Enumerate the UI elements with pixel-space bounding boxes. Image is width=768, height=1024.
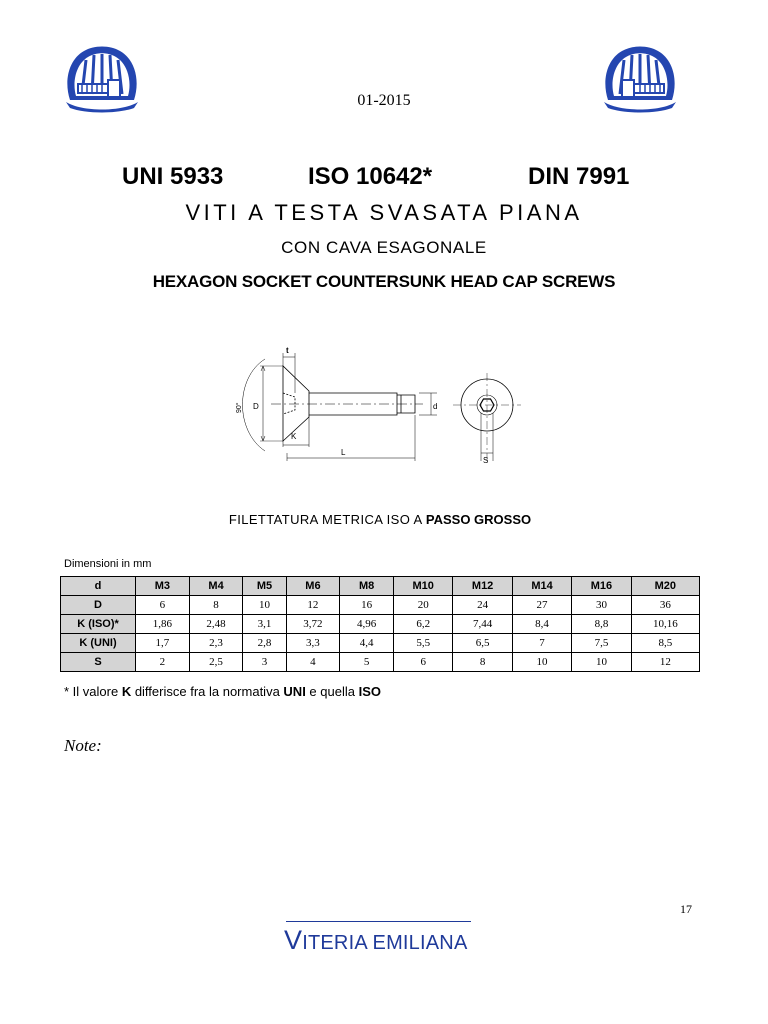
table-cell: 12 [286,596,340,615]
footnote-iso: ISO [358,684,381,699]
footnote [64,684,381,699]
note-label: Note: [64,736,102,755]
label-d: d [433,402,438,411]
table-cell: 10 [512,653,571,672]
thread-caption-emphasis: PASSO GROSSO [425,512,532,527]
table-cell: 16 [340,596,394,615]
thread-caption-prefix: FILETTATURA METRICA ISO A [228,512,426,527]
label-K: K [291,432,297,441]
table-cell: 8,4 [512,615,571,634]
header-cell: M8 [340,577,394,596]
header-cell: M20 [631,577,699,596]
table-cell: 1,7 [136,634,190,653]
table-cell: 3 [243,653,286,672]
screw-head-outline [283,366,309,441]
thread-caption [0,512,760,527]
table-cell: 2,3 [189,634,243,653]
row-header-cell: D [61,596,136,615]
dimensions-table [60,576,700,672]
table-cell: 4,96 [340,615,394,634]
table-cell: 27 [512,596,571,615]
table-row [61,615,700,634]
table-cell: 5,5 [393,634,452,653]
document-date: 01-2015 [357,92,411,109]
header-cell: M14 [512,577,571,596]
table-cell: 7 [512,634,571,653]
row-header-cell: K (UNI) [61,634,136,653]
footnote-text: e quella [305,684,359,699]
table-cell: 10,16 [631,615,699,634]
header-cell: M4 [189,577,243,596]
brand-rest: ITERIA EMILIANA [302,932,468,954]
table-cell: 20 [393,596,452,615]
header-cell: M3 [136,577,190,596]
subtitle-italian: CON CAVA ESAGONALE [281,238,487,257]
table-cell: 24 [453,596,512,615]
table-cell: 7,5 [572,634,631,653]
row-header-cell: K (ISO)* [61,615,136,634]
table-cell: 2,48 [189,615,243,634]
table-cell: 6 [393,653,452,672]
table-cell: 4,4 [340,634,394,653]
label-s: S [483,456,489,465]
label-L: L [341,448,346,457]
table-cell: 12 [631,653,699,672]
table-row [61,634,700,653]
table-cell: 7,44 [453,615,512,634]
brand-overline [286,921,471,922]
label-angle: 90° [236,402,243,413]
table-cell: 8,5 [631,634,699,653]
table-cell: 2 [136,653,190,672]
label-t: t [286,346,289,355]
header-cell: M12 [453,577,512,596]
screw-technical-drawing [225,343,535,468]
standard-din: DIN 7991 [528,163,630,190]
table-cell: 10 [243,596,286,615]
footnote-text: * Il valore [64,684,122,699]
brand-initial: V [284,925,303,955]
header-cell: M6 [286,577,340,596]
header-cell: M16 [572,577,631,596]
table-cell: 2,5 [189,653,243,672]
table-row [61,596,700,615]
title-english: HEXAGON SOCKET COUNTERSUNK HEAD CAP SCREWS [152,272,616,291]
table-cell: 3,72 [286,615,340,634]
table-cell: 10 [572,653,631,672]
standard-iso: ISO 10642* [308,163,433,190]
label-D: D [253,402,259,411]
table-cell: 3,3 [286,634,340,653]
table-cell: 3,1 [243,615,286,634]
row-header-cell: S [61,653,136,672]
table-cell: 6,2 [393,615,452,634]
footnote-k: K [121,684,132,699]
header-cell: M10 [393,577,452,596]
table-cell: 2,8 [243,634,286,653]
title-italian: VITI A TESTA SVASATA PIANA [185,200,583,225]
table-cell: 8,8 [572,615,631,634]
table-cell: 6,5 [453,634,512,653]
table-cell: 1,86 [136,615,190,634]
table-cell: 4 [286,653,340,672]
standard-uni: UNI 5933 [122,163,224,190]
header-cell: M5 [243,577,286,596]
header-cell: d [61,577,136,596]
table-cell: 6 [136,596,190,615]
table-row [61,653,700,672]
footnote-uni: UNI [283,684,306,699]
footnote-text: differisce fra la normativa [131,684,284,699]
table-caption: Dimensioni in mm [64,558,152,570]
table-cell: 36 [631,596,699,615]
table-cell: 8 [189,596,243,615]
brand-logo-text [284,925,484,956]
table-cell: 30 [572,596,631,615]
table-cell: 8 [453,653,512,672]
page-number: 17 [680,902,692,916]
table-cell: 5 [340,653,394,672]
table-header-row [61,577,700,596]
